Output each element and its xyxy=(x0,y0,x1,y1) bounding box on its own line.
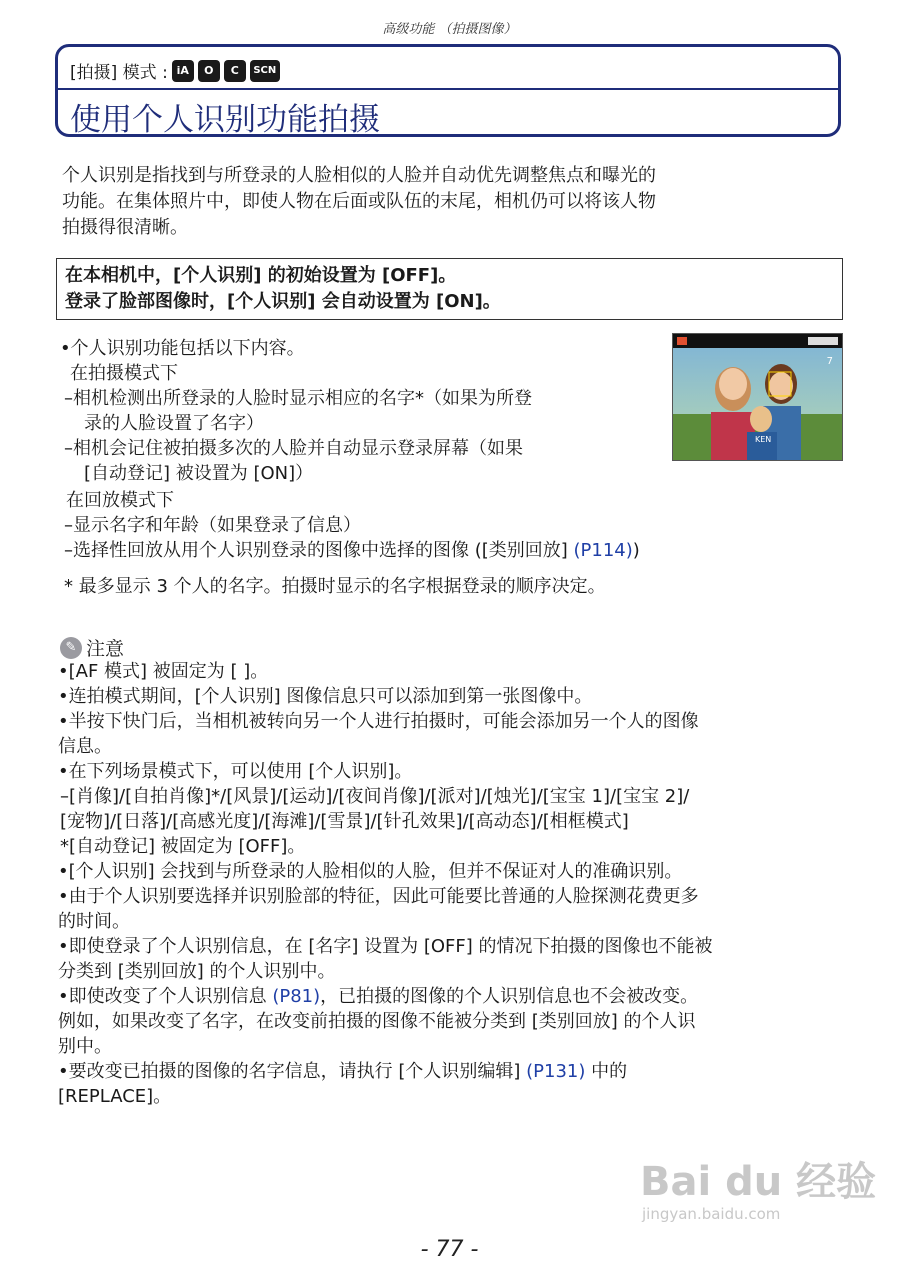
intelligent-auto-icon: iA xyxy=(172,60,194,82)
photo-illustration xyxy=(673,334,843,461)
title-divider xyxy=(57,88,839,90)
rec-item: 录的人脸设置了名字） xyxy=(84,413,264,434)
play-mode-heading: 在回放模式下 xyxy=(66,490,174,511)
notes-heading xyxy=(60,634,124,661)
features-lead: •个人识别功能包括以下内容。 xyxy=(60,338,305,359)
mode-label: [拍摄] 模式 : xyxy=(70,63,168,83)
baidu-watermark-url: jingyan.baidu.com xyxy=(642,1205,781,1223)
default-setting-notice xyxy=(56,258,843,320)
note-line: 信息。 xyxy=(58,736,112,757)
note-line: [REPLACE]。 xyxy=(58,1086,172,1107)
baidu-watermark-logo: Bai du 经验 xyxy=(640,1159,877,1205)
notice-line: 登录了脸部图像时，[个人识别] 会自动设置为 [ON]。 xyxy=(65,291,501,312)
note-line: •在下列场景模式下，可以使用 [个人识别]。 xyxy=(58,761,413,782)
link-p131[interactable]: (P131) xyxy=(526,1061,586,1082)
play-item: –显示名字和年龄（如果登录了信息） xyxy=(64,515,361,536)
link-p81[interactable]: (P81) xyxy=(272,986,321,1007)
link-p114[interactable]: (P114) xyxy=(573,540,633,561)
notice-line: 在本相机中，[个人识别] 的初始设置为 [OFF]。 xyxy=(65,265,457,286)
note-line: 的时间。 xyxy=(58,911,130,932)
note-line: •[个人识别] 会找到与所登录的人脸相似的人脸，但并不保证对人的准确识别。 xyxy=(58,861,683,882)
note-line: 别中。 xyxy=(58,1036,112,1057)
note-line: •半按下快门后，当相机被转向另一个人进行拍摄时，可能会添加另一个人的图像 xyxy=(58,711,699,732)
normal-picture-icon: O xyxy=(198,60,220,82)
intro-paragraph xyxy=(62,163,842,241)
note-line: •连拍模式期间，[个人识别] 图像信息只可以添加到第一张图像中。 xyxy=(58,686,593,707)
running-header: 高级功能 （拍摄图像） xyxy=(382,22,517,37)
page-number: - 77 - xyxy=(420,1237,479,1262)
intro-line: 拍摄得很清晰。 xyxy=(62,217,188,238)
intro-line: 个人识别是指找到与所登录的人脸相似的人脸并自动优先调整焦点和曝光的 xyxy=(62,165,656,186)
note-line: [宠物]/[日落]/[高感光度]/[海滩]/[雪景]/[针孔效果]/[高动态]/[相框模式] xyxy=(60,811,629,832)
remaining-count: 7 xyxy=(826,356,833,367)
note-line: •即使改变了个人识别信息 (P81)，已拍摄的图像的个人识别信息也不会被改变。 xyxy=(58,986,699,1007)
rec-item: –相机检测出所登录的人脸时显示相应的名字*（如果为所登 xyxy=(64,388,532,409)
footnote: * 最多显示 3 个人的名字。拍摄时显示的名字根据登录的顺序决定。 xyxy=(64,576,606,597)
note-line: •[AF 模式] 被固定为 [ ]。 xyxy=(58,661,269,682)
intro-line: 功能。在集体照片中，即使人物在后面或队伍的末尾，相机仍可以将该人物 xyxy=(62,191,656,212)
rec-item: –相机会记住被拍摄多次的人脸并自动显示登录屏幕（如果 xyxy=(64,438,523,459)
note-line: –[肖像]/[自拍肖像]*/[风景]/[运动]/[夜间肖像]/[派对]/[烛光]/[宝宝 1]/[宝宝 2]/ xyxy=(60,786,690,807)
note-line: •要改变已拍摄的图像的名字信息，请执行 [个人识别编辑] (P131) 中的 xyxy=(58,1061,628,1082)
pencil-icon: ✎ xyxy=(60,637,82,659)
note-line: *[自动登记] 被固定为 [OFF]。 xyxy=(60,836,306,857)
rec-item: [自动登记] 被设置为 [ON]） xyxy=(84,463,314,484)
mode-row xyxy=(70,58,280,83)
note-line: 例如，如果改变了名字，在改变前拍摄的图像不能被分类到 [类别回放] 的个人识 xyxy=(58,1011,696,1032)
page-title: 使用个人识别功能拍摄 xyxy=(70,102,380,138)
scene-mode-icon: SCN xyxy=(250,60,280,82)
face-recognition-photo xyxy=(672,333,843,461)
note-line: •即使登录了个人识别信息，在 [名字] 设置为 [OFF] 的情况下拍摄的图像也不能被 xyxy=(58,936,713,957)
creative-control-icon: C xyxy=(224,60,246,82)
rec-mode-heading: 在拍摄模式下 xyxy=(70,363,178,384)
note-line: •由于个人识别要选择并识别脸部的特征，因此可能要比普通的人脸探测花费更多 xyxy=(58,886,699,907)
battery-icon xyxy=(808,337,838,345)
play-item: –选择性回放从用个人识别登录的图像中选择的图像 ([类别回放] (P114)) xyxy=(64,540,640,561)
record-icon xyxy=(677,337,687,345)
note-line: 分类到 [类别回放] 的个人识别中。 xyxy=(58,961,336,982)
face-name-tag: KEN xyxy=(755,435,772,444)
notes-title: 注意 xyxy=(86,638,125,660)
